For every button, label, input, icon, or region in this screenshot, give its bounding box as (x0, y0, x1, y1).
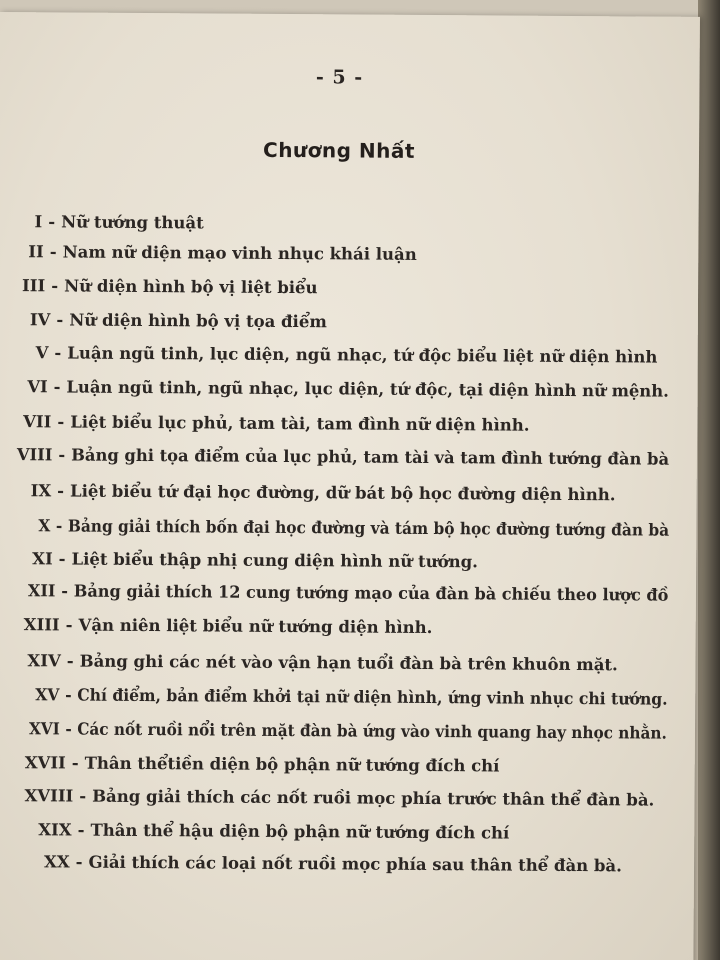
toc-item-text: Nữ diện hình bộ vị liệt biểu (64, 276, 318, 298)
toc-item: X - Bảng giải thích bốn đại học đường và tám bộ học đường tướng đàn bà (38, 516, 670, 540)
toc-item-text: Liệt biểu thập nhị cung diện hình nữ tướng. (71, 549, 479, 572)
toc-item-text: Liệt biểu tứ đại học đường, dữ bát bộ học đường diện hình. (69, 481, 616, 505)
toc-item-number: VI (27, 377, 48, 397)
toc-item-text: Bảng ghi các nét vào vận hạn tuổi đàn bà trên khuôn mặt. (79, 651, 618, 675)
toc-item: XIX - Thân thể hậu diện bộ phận nữ tướng đích chí (38, 820, 510, 843)
toc-item-text: Liệt biểu lục phủ, tam tài, tam đình nữ diện hình. (70, 412, 530, 435)
toc-item: XV - Chí điểm, bản điểm khởi tại nữ diện hình, ứng vinh nhục chi tướng. (35, 685, 668, 709)
toc-item-text: Bảng giải thích các nốt ruồi mọc phía trước thân thể đàn bà. (92, 786, 655, 810)
toc-item-text: Chí điểm, bản điểm khởi tại nữ diện hình, ứng vinh nhục chi tướng. (77, 685, 668, 709)
toc-item-text: Bảng giải thích 12 cung tướng mạo của đàn bà chiếu theo lược đồ (73, 581, 669, 605)
page-number: - 5 - (315, 66, 364, 89)
toc-item-number: XII (27, 581, 56, 601)
toc-item-number: XV (35, 685, 60, 705)
toc-item: XVI - Các nốt ruồi nổi trên mặt đàn bà ứng vào vinh quang hay nhọc nhằn. (28, 719, 667, 743)
toc-item-number: VII (23, 412, 52, 432)
toc-item-text: Luận ngũ tinh, lục diện, ngũ nhạc, tứ độc biểu liệt nữ diện hình (67, 343, 658, 367)
toc-item: III - Nữ diện hình bộ vị liệt biểu (22, 276, 318, 298)
toc-item-number: XVI (28, 719, 60, 739)
toc-item-number: XVII (24, 753, 66, 773)
toc-item: XII - Bảng giải thích 12 cung tướng mạo của đàn bà chiếu theo lược đồ (27, 581, 669, 605)
toc-item-number: XI (32, 549, 53, 569)
toc-item: I - Nữ tướng thuật (34, 212, 204, 233)
toc-item-text: Thân thểtiền diện bộ phận nữ tướng đích chí (84, 753, 500, 776)
toc-item-text: Các nốt ruồi nổi trên mặt đàn bà ứng vào vinh quang hay nhọc nhằn. (77, 719, 667, 743)
toc-item-number: IV (29, 310, 51, 330)
toc-item: XIII - Vận niên liệt biểu nữ tướng diện hình. (23, 615, 433, 638)
toc-item-number: XIII (23, 615, 60, 635)
toc-item-number: XIX (38, 820, 72, 840)
toc-item: VI - Luận ngũ tinh, ngũ nhạc, lục diện, tứ độc, tại diện hình nữ mệnh. (27, 377, 669, 401)
toc-item: VII - Liệt biểu lục phủ, tam tài, tam đình nữ diện hình. (23, 412, 530, 435)
toc-item-number: X (38, 516, 51, 536)
toc-item-number: III (22, 276, 46, 296)
toc-item-text: Nữ diện hình bộ vị tọa điểm (69, 310, 327, 332)
toc-item: XX - Giải thích các loại nốt ruồi mọc phía sau thân thể đàn bà. (44, 852, 622, 876)
toc-item: XVII - Thân thểtiền diện bộ phận nữ tướng đích chí (24, 753, 500, 776)
toc-item-number: V (35, 343, 49, 363)
book-page (0, 12, 700, 960)
toc-item-number: VIII (16, 445, 53, 465)
toc-item-text: Nam nữ diện mạo vinh nhục khái luận (62, 242, 417, 264)
toc-item: XVIII - Bảng giải thích các nốt ruồi mọc phía trước thân thể đàn bà. (24, 786, 655, 810)
toc-item: II - Nam nữ diện mạo vinh nhục khái luận (28, 242, 417, 264)
toc-item-text: Bảng giải thích bốn đại học đường và tám bộ học đường tướng đàn bà (67, 516, 670, 540)
toc-item-number: XX (44, 852, 70, 872)
toc-item: XI - Liệt biểu thập nhị cung diện hình nữ tướng. (32, 549, 479, 572)
toc-item-text: Vận niên liệt biểu nữ tướng diện hình. (78, 615, 433, 638)
toc-item-text: Luận ngũ tinh, ngũ nhạc, lục diện, tứ độc, tại diện hình nữ mệnh. (66, 377, 669, 401)
toc-item-number: II (28, 242, 44, 262)
toc-item-text: Nữ tướng thuật (61, 212, 204, 233)
toc-item: XIV - Bảng ghi các nét vào vận hạn tuổi đàn bà trên khuôn mặt. (27, 651, 618, 675)
book-spine-shadow (698, 0, 720, 960)
table-of-contents (0, 12, 700, 960)
chapter-title: Chương Nhất (262, 137, 416, 163)
toc-item-number: I (34, 212, 43, 232)
toc-item-text: Giải thích các loại nốt ruồi mọc phía sau thân thể đàn bà. (88, 852, 622, 876)
toc-item-number: XIV (27, 651, 61, 671)
toc-item-number: IX (30, 481, 52, 501)
toc-item-text: Bảng ghi tọa điểm của lục phủ, tam tài và tam đình tướng đàn bà (71, 445, 670, 469)
toc-item: IX - Liệt biểu tứ đại học đường, dữ bát bộ học đường diện hình. (30, 481, 616, 505)
toc-item: IV - Nữ diện hình bộ vị tọa điểm (29, 310, 327, 332)
toc-item-number: XVIII (24, 786, 74, 806)
toc-item-text: Thân thể hậu diện bộ phận nữ tướng đích chí (90, 820, 510, 843)
toc-item: V - Luận ngũ tinh, lục diện, ngũ nhạc, tứ độc biểu liệt nữ diện hình (35, 343, 658, 367)
toc-item: VIII - Bảng ghi tọa điểm của lục phủ, tam tài và tam đình tướng đàn bà (16, 445, 670, 469)
